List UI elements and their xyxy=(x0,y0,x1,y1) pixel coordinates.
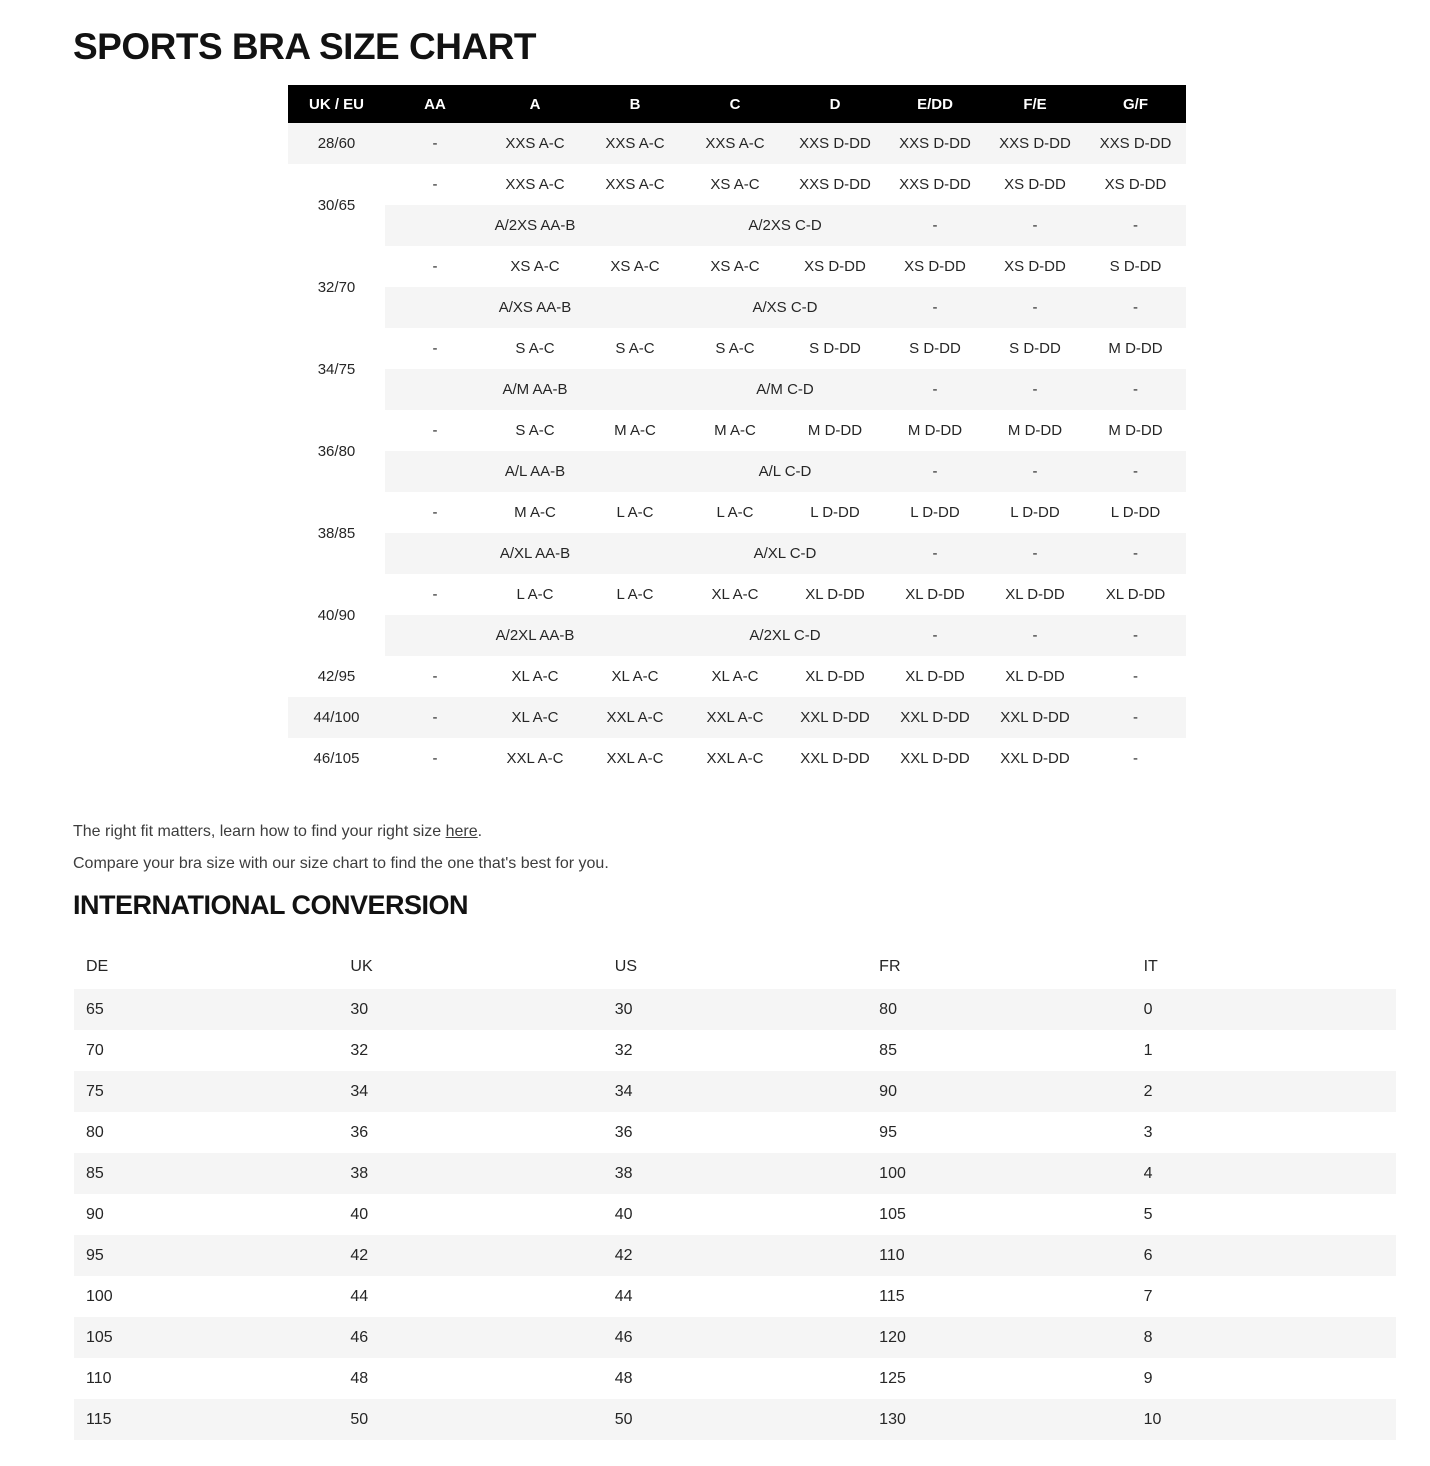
conversion-cell: 30 xyxy=(603,989,867,1030)
size-chart-row xyxy=(288,656,1186,697)
conversion-cell: 115 xyxy=(867,1276,1131,1317)
size-cell: XS D-DD xyxy=(985,246,1085,287)
size-cell: XXL D-DD xyxy=(785,697,885,738)
size-cell: XXS D-DD xyxy=(985,123,1085,164)
uk-eu-size-label: 34/75 xyxy=(288,328,385,410)
uk-eu-size-label: 40/90 xyxy=(288,574,385,656)
size-cell: XS D-DD xyxy=(885,246,985,287)
conversion-column-header: UK xyxy=(338,945,602,989)
size-cell: XS A-C xyxy=(485,246,585,287)
size-cell: M D-DD xyxy=(1085,328,1186,369)
conversion-row xyxy=(74,1112,1396,1153)
conversion-body xyxy=(74,989,1396,1440)
fit-note xyxy=(73,822,482,841)
size-cell: - xyxy=(1085,697,1186,738)
size-cell: S A-C xyxy=(585,328,685,369)
size-cell: XXL A-C xyxy=(685,738,785,779)
conversion-cell: 65 xyxy=(74,989,338,1030)
size-cell: XXS D-DD xyxy=(885,123,985,164)
size-cell: M D-DD xyxy=(885,410,985,451)
conversion-cell: 32 xyxy=(603,1030,867,1071)
conversion-cell: 95 xyxy=(74,1235,338,1276)
conversion-cell: 115 xyxy=(74,1399,338,1440)
size-chart-subrow xyxy=(288,205,1186,246)
size-chart-subrow xyxy=(288,615,1186,656)
size-cell-merged: A/2XS AA-B xyxy=(385,205,685,246)
size-cell-merged: A/2XS C-D xyxy=(685,205,885,246)
size-cell: XXS A-C xyxy=(485,123,585,164)
conversion-cell: 130 xyxy=(867,1399,1131,1440)
size-cell: M A-C xyxy=(585,410,685,451)
conversion-cell: 1 xyxy=(1132,1030,1396,1071)
size-chart-header-row xyxy=(288,85,1186,123)
conversion-cell: 120 xyxy=(867,1317,1131,1358)
conversion-cell: 44 xyxy=(338,1276,602,1317)
conversion-cell: 85 xyxy=(867,1030,1131,1071)
size-cell: - xyxy=(385,697,485,738)
size-cell: XL D-DD xyxy=(885,656,985,697)
size-chart-body xyxy=(288,123,1186,779)
conversion-cell: 75 xyxy=(74,1071,338,1112)
conversion-cell: 2 xyxy=(1132,1071,1396,1112)
uk-eu-size-label: 32/70 xyxy=(288,246,385,328)
size-cell: S A-C xyxy=(685,328,785,369)
conversion-cell: 32 xyxy=(338,1030,602,1071)
conversion-cell: 105 xyxy=(867,1194,1131,1235)
size-cell: XL A-C xyxy=(685,656,785,697)
size-cell: L A-C xyxy=(585,492,685,533)
size-chart-column-header: D xyxy=(785,85,885,123)
size-cell: S A-C xyxy=(485,328,585,369)
conversion-cell: 100 xyxy=(867,1153,1131,1194)
size-cell: L D-DD xyxy=(785,492,885,533)
size-chart-column-header: G/F xyxy=(1085,85,1186,123)
size-cell-merged: A/XL C-D xyxy=(685,533,885,574)
size-cell: XXS A-C xyxy=(685,123,785,164)
size-cell: - xyxy=(985,615,1085,656)
size-chart-row xyxy=(288,164,1186,205)
size-cell: L D-DD xyxy=(985,492,1085,533)
size-chart-subrow xyxy=(288,533,1186,574)
conversion-cell: 34 xyxy=(603,1071,867,1112)
size-chart-subrow xyxy=(288,369,1186,410)
size-cell: - xyxy=(385,410,485,451)
conversion-cell: 125 xyxy=(867,1358,1131,1399)
conversion-cell: 38 xyxy=(603,1153,867,1194)
size-cell-merged: A/XS C-D xyxy=(685,287,885,328)
size-cell: M D-DD xyxy=(1085,410,1186,451)
size-chart-header-row xyxy=(288,85,1186,123)
size-cell: XS A-C xyxy=(685,246,785,287)
conversion-cell: 40 xyxy=(338,1194,602,1235)
size-cell: XS A-C xyxy=(585,246,685,287)
conversion-row xyxy=(74,1071,1396,1112)
size-cell: XXL A-C xyxy=(685,697,785,738)
size-cell: - xyxy=(385,656,485,697)
size-cell: XXS D-DD xyxy=(1085,123,1186,164)
conversion-cell: 50 xyxy=(338,1399,602,1440)
uk-eu-size-label: 36/80 xyxy=(288,410,385,492)
size-cell: XL A-C xyxy=(585,656,685,697)
conversion-row xyxy=(74,1153,1396,1194)
size-cell: S A-C xyxy=(485,410,585,451)
size-cell: - xyxy=(885,615,985,656)
size-cell: - xyxy=(385,492,485,533)
conversion-cell: 46 xyxy=(603,1317,867,1358)
conversion-cell: 8 xyxy=(1132,1317,1396,1358)
conversion-cell: 80 xyxy=(74,1112,338,1153)
size-cell: XXS A-C xyxy=(585,123,685,164)
conversion-cell: 50 xyxy=(603,1399,867,1440)
conversion-row xyxy=(74,1030,1396,1071)
conversion-cell: 48 xyxy=(338,1358,602,1399)
compare-note: Compare your bra size with our size chart to find the one that's best for you. xyxy=(73,855,609,872)
size-cell: M D-DD xyxy=(985,410,1085,451)
conversion-cell: 46 xyxy=(338,1317,602,1358)
size-cell: XXL D-DD xyxy=(985,697,1085,738)
conversion-cell: 9 xyxy=(1132,1358,1396,1399)
conversion-row xyxy=(74,1317,1396,1358)
conversion-cell: 110 xyxy=(74,1358,338,1399)
conversion-header-row xyxy=(74,945,1396,989)
size-cell: L A-C xyxy=(585,574,685,615)
size-chart-column-header: C xyxy=(685,85,785,123)
conversion-cell: 110 xyxy=(867,1235,1131,1276)
size-cell: S D-DD xyxy=(985,328,1085,369)
size-chart-column-header: AA xyxy=(385,85,485,123)
conversion-cell: 42 xyxy=(338,1235,602,1276)
conversion-column-header: IT xyxy=(1132,945,1396,989)
size-cell-merged: A/2XL AA-B xyxy=(385,615,685,656)
size-cell: - xyxy=(1085,656,1186,697)
section-title-international-conversion: INTERNATIONAL CONVERSION xyxy=(73,890,469,920)
size-cell: M A-C xyxy=(485,492,585,533)
size-cell: - xyxy=(885,533,985,574)
size-cell: XXS D-DD xyxy=(885,164,985,205)
size-chart-row xyxy=(288,738,1186,779)
size-cell: XL D-DD xyxy=(885,574,985,615)
size-cell: XXL D-DD xyxy=(885,697,985,738)
fit-note-period: . xyxy=(477,823,483,840)
conversion-row xyxy=(74,989,1396,1030)
conversion-cell: 38 xyxy=(338,1153,602,1194)
size-chart-row xyxy=(288,574,1186,615)
size-chart-row xyxy=(288,328,1186,369)
conversion-cell: 5 xyxy=(1132,1194,1396,1235)
size-cell: XS D-DD xyxy=(985,164,1085,205)
conversion-cell: 36 xyxy=(338,1112,602,1153)
size-cell: XXS A-C xyxy=(585,164,685,205)
size-cell: XL D-DD xyxy=(1085,574,1186,615)
conversion-row xyxy=(74,1194,1396,1235)
size-cell: - xyxy=(885,451,985,492)
conversion-cell: 4 xyxy=(1132,1153,1396,1194)
fit-note-text: The right fit matters, learn how to find your right size xyxy=(73,823,446,840)
size-chart-subrow xyxy=(288,287,1186,328)
size-cell: L A-C xyxy=(485,574,585,615)
conversion-cell: 90 xyxy=(867,1071,1131,1112)
find-right-size-link[interactable]: here xyxy=(445,823,478,840)
size-cell: M A-C xyxy=(685,410,785,451)
uk-eu-size-label: 38/85 xyxy=(288,492,385,574)
size-cell: - xyxy=(1085,287,1186,328)
size-cell: - xyxy=(985,451,1085,492)
uk-eu-size-label: 30/65 xyxy=(288,164,385,246)
size-cell: - xyxy=(385,328,485,369)
conversion-cell: 105 xyxy=(74,1317,338,1358)
size-chart-row xyxy=(288,123,1186,164)
conversion-cell: 40 xyxy=(603,1194,867,1235)
size-cell: XS A-C xyxy=(685,164,785,205)
conversion-column-header: FR xyxy=(867,945,1131,989)
size-cell-merged: A/XS AA-B xyxy=(385,287,685,328)
size-cell-merged: A/XL AA-B xyxy=(385,533,685,574)
size-cell: XS D-DD xyxy=(1085,164,1186,205)
conversion-row xyxy=(74,1358,1396,1399)
size-cell: - xyxy=(1085,451,1186,492)
conversion-cell: 44 xyxy=(603,1276,867,1317)
size-cell-merged: A/M AA-B xyxy=(385,369,685,410)
size-cell: - xyxy=(985,205,1085,246)
size-cell: XL D-DD xyxy=(985,574,1085,615)
conversion-cell: 48 xyxy=(603,1358,867,1399)
conversion-table xyxy=(74,945,1396,1440)
size-cell: XXL D-DD xyxy=(785,738,885,779)
conversion-cell: 42 xyxy=(603,1235,867,1276)
size-cell-merged: A/2XL C-D xyxy=(685,615,885,656)
size-cell: - xyxy=(985,287,1085,328)
conversion-cell: 7 xyxy=(1132,1276,1396,1317)
uk-eu-size-label: 42/95 xyxy=(288,656,385,697)
size-cell: S D-DD xyxy=(885,328,985,369)
size-chart-column-header: E/DD xyxy=(885,85,985,123)
size-chart-row xyxy=(288,246,1186,287)
conversion-cell: 34 xyxy=(338,1071,602,1112)
size-chart-column-header: B xyxy=(585,85,685,123)
size-cell: - xyxy=(385,246,485,287)
size-cell: XL A-C xyxy=(485,697,585,738)
size-cell-merged: A/M C-D xyxy=(685,369,885,410)
size-chart-column-header: F/E xyxy=(985,85,1085,123)
size-cell: - xyxy=(1085,738,1186,779)
size-cell: XXL A-C xyxy=(485,738,585,779)
size-cell: - xyxy=(1085,369,1186,410)
size-cell: - xyxy=(385,123,485,164)
size-cell-merged: A/L AA-B xyxy=(385,451,685,492)
uk-eu-size-label: 44/100 xyxy=(288,697,385,738)
size-cell: XL D-DD xyxy=(985,656,1085,697)
size-cell: XL D-DD xyxy=(785,574,885,615)
conversion-row xyxy=(74,1399,1396,1440)
conversion-cell: 95 xyxy=(867,1112,1131,1153)
size-cell: XL A-C xyxy=(685,574,785,615)
size-chart-column-header: UK / EU xyxy=(288,85,385,123)
size-cell: XL D-DD xyxy=(785,656,885,697)
conversion-cell: 100 xyxy=(74,1276,338,1317)
conversion-cell: 30 xyxy=(338,989,602,1030)
size-cell: - xyxy=(385,574,485,615)
size-cell: - xyxy=(385,164,485,205)
size-chart-table xyxy=(288,85,1186,779)
size-cell: - xyxy=(1085,615,1186,656)
conversion-cell: 10 xyxy=(1132,1399,1396,1440)
size-cell: - xyxy=(985,533,1085,574)
conversion-cell: 80 xyxy=(867,989,1131,1030)
conversion-cell: 70 xyxy=(74,1030,338,1071)
size-cell: - xyxy=(985,369,1085,410)
size-chart-row xyxy=(288,492,1186,533)
size-chart-row xyxy=(288,697,1186,738)
conversion-header-row xyxy=(74,945,1396,989)
size-cell: L D-DD xyxy=(1085,492,1186,533)
size-cell: S D-DD xyxy=(785,328,885,369)
size-cell: XXL A-C xyxy=(585,738,685,779)
size-cell: L D-DD xyxy=(885,492,985,533)
conversion-cell: 0 xyxy=(1132,989,1396,1030)
size-cell: XXL D-DD xyxy=(985,738,1085,779)
size-chart-column-header: A xyxy=(485,85,585,123)
size-cell: L A-C xyxy=(685,492,785,533)
size-cell-merged: A/L C-D xyxy=(685,451,885,492)
conversion-cell: 36 xyxy=(603,1112,867,1153)
conversion-column-header: DE xyxy=(74,945,338,989)
conversion-cell: 3 xyxy=(1132,1112,1396,1153)
size-cell: XXL D-DD xyxy=(885,738,985,779)
size-cell: - xyxy=(885,369,985,410)
size-cell: - xyxy=(885,287,985,328)
size-cell: XS D-DD xyxy=(785,246,885,287)
uk-eu-size-label: 46/105 xyxy=(288,738,385,779)
size-chart-row xyxy=(288,410,1186,451)
uk-eu-size-label: 28/60 xyxy=(288,123,385,164)
page-title: SPORTS BRA SIZE CHART xyxy=(73,26,536,67)
conversion-cell: 6 xyxy=(1132,1235,1396,1276)
size-cell: XXS D-DD xyxy=(785,164,885,205)
conversion-row xyxy=(74,1276,1396,1317)
size-cell: - xyxy=(385,738,485,779)
size-cell: XXS A-C xyxy=(485,164,585,205)
size-cell: M D-DD xyxy=(785,410,885,451)
size-cell: - xyxy=(1085,205,1186,246)
conversion-cell: 90 xyxy=(74,1194,338,1235)
size-cell: XXS D-DD xyxy=(785,123,885,164)
conversion-row xyxy=(74,1235,1396,1276)
conversion-cell: 85 xyxy=(74,1153,338,1194)
size-cell: - xyxy=(885,205,985,246)
size-cell: XXL A-C xyxy=(585,697,685,738)
size-chart-subrow xyxy=(288,451,1186,492)
size-cell: - xyxy=(1085,533,1186,574)
size-cell: XL A-C xyxy=(485,656,585,697)
size-cell: S D-DD xyxy=(1085,246,1186,287)
conversion-column-header: US xyxy=(603,945,867,989)
